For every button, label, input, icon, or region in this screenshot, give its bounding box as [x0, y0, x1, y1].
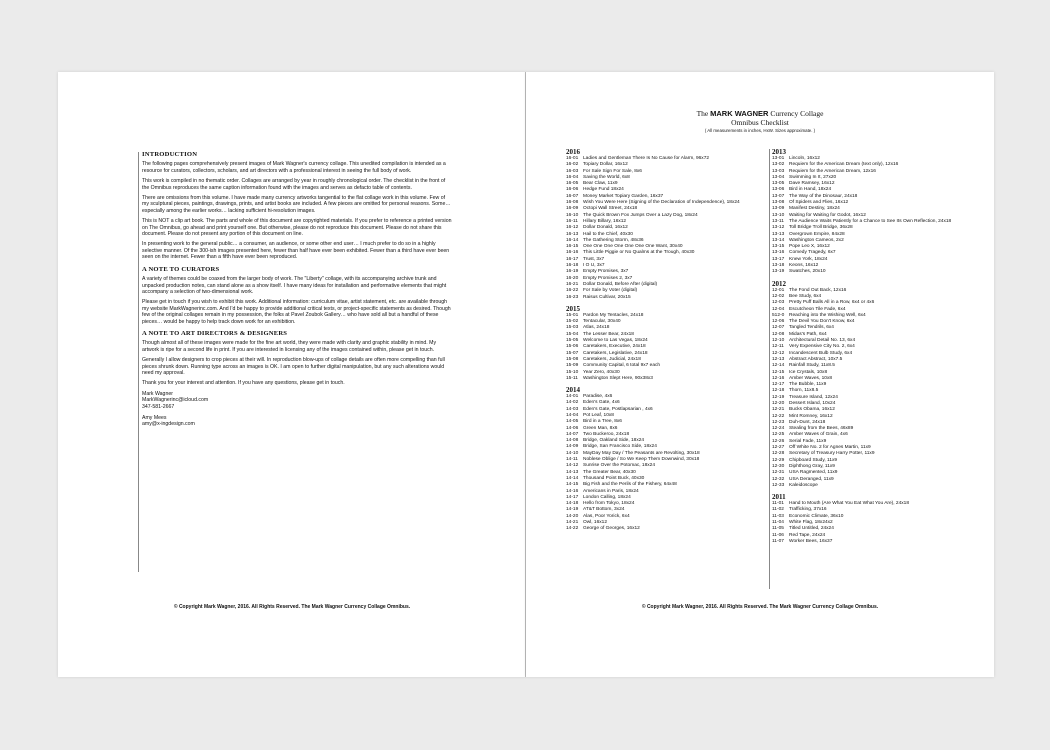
- entry-code: 15-06: [566, 344, 579, 350]
- entry-code: 14-19: [566, 507, 579, 513]
- entry-code: 11-02: [772, 507, 784, 513]
- entry-code: 13-06: [772, 187, 785, 193]
- entry-title: Green Man, 8x6: [583, 425, 618, 431]
- entry-title: One One One One One One One Want, 30x40: [583, 244, 683, 250]
- entry-title: Empty Promises, 3x7: [583, 269, 629, 275]
- entry-code: 12-15: [772, 369, 785, 375]
- entry-code: 16-10: [566, 212, 579, 218]
- entry-code: 16-22: [566, 288, 579, 294]
- entry-title: Rainfall Study, 11x8.5: [789, 363, 835, 369]
- entry-code: 16-18: [566, 263, 579, 269]
- entry-code: 16-12: [566, 225, 579, 231]
- entry-title: Reaching into the Wishing Well, 6x4: [789, 312, 866, 318]
- entry-code: 15-07: [566, 350, 579, 356]
- entry-title: Bee Study, 6x4: [789, 293, 822, 299]
- entry-title: Architectural Detail No. 13, 6x4: [789, 338, 856, 344]
- introduction-heading: INTRODUCTION: [142, 151, 198, 158]
- entry-code: 16-14: [566, 237, 579, 243]
- entry-title: Year Zero, 40x30: [583, 369, 620, 375]
- entry-code: 12-04: [772, 306, 785, 312]
- entry-code: 11-03: [772, 513, 784, 519]
- entry-code: 12-06: [772, 319, 785, 325]
- checklist-entry: [772, 269, 972, 275]
- entry-code: 13-04: [772, 174, 785, 180]
- entry-title: Tangled Tendrils, 6x4: [789, 325, 834, 331]
- entry-title: Caretakers, Legislative, 24x18: [583, 350, 648, 356]
- entry-title: Owl, 16x12: [583, 520, 607, 526]
- entry-code: 16-23: [566, 294, 579, 300]
- entry-title: Kaleidoscope: [789, 482, 818, 488]
- entry-code: 16-11: [566, 218, 578, 224]
- art-directors-paragraph: Though almost all of these images were made for the fine art world, they were made with clarity and graphic stability in mind. My artwork is ripe for a second life in print. If you are interested in licensing any of the images contained within, please get in touch.: [142, 340, 437, 353]
- entry-title: Washington Slept Here, 90x38x3: [583, 375, 653, 381]
- entry-code: 12-20: [772, 400, 785, 406]
- entry-code: 13-13: [772, 231, 785, 237]
- entry-code: 13-11: [772, 218, 784, 224]
- entry-code: 14-12: [566, 463, 579, 469]
- entry-code: 12-23: [772, 419, 785, 425]
- contact-block: [142, 391, 452, 410]
- entry-title: Ladies and Gentleman There Is No Cause for Alarm, 96x72: [583, 156, 710, 161]
- entry-title: Amber Waves, 10x8: [789, 375, 833, 381]
- entry-title: USA Ragmented, 11x9: [789, 470, 838, 476]
- entry-title: For Sale by Voter (digital): [583, 288, 638, 294]
- entry-code: 12-21: [772, 407, 785, 413]
- entry-code: 14-08: [566, 438, 579, 444]
- entry-code: 16-04: [566, 174, 579, 180]
- entry-code: 12-32: [772, 476, 785, 482]
- left-vertical-rule: [138, 152, 139, 572]
- entry-code: 14-14: [566, 475, 579, 481]
- entry-code: 13-08: [772, 200, 785, 206]
- entry-code: 14-11: [566, 457, 578, 463]
- entry-code: 14-18: [566, 501, 579, 507]
- entry-code: 16-16: [566, 250, 579, 256]
- entry-code: 16-05: [566, 181, 579, 187]
- intro-paragraph: In presenting work to the general public… a consumer, an audience, or some other end user… I much prefer to do so in a highly selective manner. Of the 300-ish images presented here, fewer than half have ever been exhibited. Fewer than a third have ever been seen on the internet. Fewer than a fifth have ever been reproduced.: [142, 241, 450, 261]
- entry-code: 13-14: [772, 237, 785, 243]
- checklist-title-block: [526, 110, 994, 134]
- entry-title: Secretary of Treasury Harry Potter, 11x9: [789, 451, 875, 457]
- entry-code: 11-06: [772, 532, 784, 538]
- entry-code: 13-12: [772, 225, 785, 231]
- entry-title: Manifest Destiny, 18x24: [789, 206, 840, 212]
- entry-code: 12-02: [772, 293, 785, 299]
- entry-title: Hail to the Chief, 40x30: [583, 231, 633, 237]
- entry-title: Amber Waves of Grain, 4x6: [789, 432, 848, 438]
- entry-code: 14-09: [566, 444, 579, 450]
- entry-title: Economic Climate, 36x10: [789, 513, 844, 519]
- entry-title: Requiem for the American Dream (text only), 12x16: [789, 162, 899, 168]
- entry-code: 15-10: [566, 369, 579, 375]
- entry-code: 14-21: [566, 520, 579, 526]
- entry-title: The Way of the Dinosaur, 24x18: [789, 193, 858, 199]
- entry-title: The Quick Brown Fox Jumps Over a Lazy Dog, 18x24: [583, 212, 698, 218]
- entry-code: 14-13: [566, 469, 579, 475]
- year-heading: 2012: [772, 279, 786, 288]
- entry-title: Dollar Donald, 16x12: [583, 225, 628, 231]
- curators-paragraph: A variety of themes could be coaxed from the larger body of work. The "Liberty" collage, with its accompanying archive trunk and unpacked production notes, can stand alone as a show itself. I have many ideas for installation and performative elements that might accompany a selection of two-dimensional work.: [142, 276, 447, 295]
- entry-title: Hand to Mouth (Are What You Eat What You Are), 24x18: [789, 501, 909, 507]
- entry-title: Very Expensive City No. 2, 6x4: [789, 344, 855, 350]
- entry-title: Keons, 16x12: [789, 263, 819, 269]
- entry-code: 15-04: [566, 331, 579, 337]
- entry-code: 13-19: [772, 269, 785, 275]
- entry-title: Bridge, Oakland Side, 18x24: [583, 438, 645, 444]
- checklist-entry: [566, 295, 766, 301]
- entry-code: 13-01: [772, 156, 785, 161]
- entry-title: Dave Ramsey, 16x12: [789, 181, 835, 187]
- entry-title: Bucks Obama, 16x12: [789, 407, 835, 413]
- entry-code: 12-25: [772, 432, 785, 438]
- entry-title: Bird in Hand, 18x24: [789, 187, 832, 193]
- entry-code: 13-15: [772, 244, 785, 250]
- entry-title: Off White No. 2 for Agnes Martin, 11x9: [789, 445, 871, 451]
- entry-title: Dessert Island, 10x24: [789, 400, 836, 406]
- entry-title: Hedge Fund 18x24: [583, 187, 624, 193]
- entry-title: The Audience Waits Patiently for a Chance to See Its Own Reflection, 24x18: [789, 218, 952, 224]
- entry-code: 14-04: [566, 412, 579, 418]
- entry-title: AT&T Bottom, 3x24: [583, 507, 625, 513]
- entry-code: 13-09: [772, 206, 785, 212]
- entry-title: Diphthong Gray, 11x9: [789, 463, 835, 469]
- art-directors-heading: A NOTE TO ART DIRECTORS & DESIGNERS: [142, 329, 288, 337]
- checklist-column-left: [566, 149, 766, 533]
- entry-code: 14-22: [566, 526, 579, 532]
- entry-title: Noblese Oblige / So We Keep Them Downwind, 30x18: [583, 457, 700, 463]
- entry-code: 13-03: [772, 168, 785, 174]
- left-footer: © Copyright Mark Wagner, 2016. All Rights Reserved. The Mark Wagner Currency Collage Omnibus.: [173, 604, 411, 610]
- entry-title: Red Tape, 24x24: [789, 532, 826, 538]
- entry-title: Duh-Dunt, 24x18: [789, 419, 826, 425]
- entry-code: 12-12: [772, 350, 785, 356]
- entry-title: Sunrise Over the Potomac, 18x24: [583, 463, 655, 469]
- year-heading: 2015: [566, 304, 580, 313]
- art-directors-paragraph: Generally I allow designers to crop pieces at their will. In reproduction blow-ups of collage details are often more compelling than full pieces shrunk down. Running type across an images is OK. I am open to further digital manipulation, but any such alterations would need my approval.: [142, 357, 445, 376]
- entry-code: 16-03: [566, 168, 579, 174]
- entry-title: Bird in a Tree, 8x6: [583, 419, 622, 425]
- entry-title: Pot Leaf, 10x8: [583, 412, 614, 418]
- entry-title: The Bubble, 11x9: [789, 382, 827, 388]
- entry-title: Bridge, San Francisco Side, 18x24: [583, 444, 657, 450]
- entry-title: Octopi Wall Street, 24x18: [583, 206, 638, 212]
- entry-code: 16-09: [566, 206, 579, 212]
- entry-code: 16-07: [566, 193, 579, 199]
- entry-code: 12-33: [772, 482, 785, 488]
- entry-title: The Devil You Don't Know, 6x4: [789, 319, 855, 325]
- entry-code: 15-01: [566, 312, 579, 318]
- entry-title: The Fond Out Back, 12x16: [789, 287, 847, 293]
- entry-title: Dollar Donald, Before After (digital): [583, 281, 658, 287]
- entry-title: Atlas, 24x18: [583, 325, 610, 331]
- entry-title: Trust, 3x7: [583, 256, 605, 262]
- entry-code: 13-02: [772, 162, 785, 168]
- entry-title: Welcome to Las Vegas, 18x24: [583, 338, 648, 344]
- entry-code: 12-11: [772, 344, 784, 350]
- entry-code: 14-07: [566, 431, 579, 437]
- entry-code: 16-15: [566, 244, 579, 250]
- entry-code: 16-17: [566, 256, 579, 262]
- entry-title: Abstract Abstract, 10x7.5: [789, 356, 843, 362]
- entry-title: The Gathering Storm, 48x36: [583, 237, 644, 243]
- entry-code: 14-16: [566, 488, 579, 494]
- entry-title: Empty Promises 2, 3x7: [583, 275, 633, 281]
- entry-code: 16-01: [566, 156, 579, 161]
- entry-code: 12-30: [772, 463, 785, 469]
- checklist-entry: [772, 539, 972, 545]
- entry-code: 15-08: [566, 356, 579, 362]
- contact-phone: 347-581-2667: [142, 403, 175, 410]
- entry-code: 12-27: [772, 445, 785, 451]
- entry-title: Caretakers, Judicial, 24x18: [583, 356, 641, 362]
- entry-title: Of Spiders and Flies, 16x12: [789, 200, 849, 206]
- entry-code: 14-15: [566, 482, 579, 488]
- entry-code: 16-06: [566, 187, 579, 193]
- entry-code: 13-16: [772, 250, 785, 256]
- entry-title: Lincoln, 16x12: [789, 156, 820, 161]
- entry-title: Eden's Gate, 4x6: [583, 400, 620, 406]
- entry-code: 12-16: [772, 375, 785, 381]
- entry-code: 15-11: [566, 375, 578, 381]
- entry-title: Requiem for the American Dream, 12x16: [789, 168, 876, 174]
- entry-code: 12-19: [772, 394, 785, 400]
- contact-email[interactable]: amy@x-ingdesign.com: [142, 421, 195, 428]
- entry-title: USA Deranged, 11x9: [789, 476, 834, 482]
- left-text-column: [142, 152, 452, 428]
- entry-title: Escutcheon Tile Fade, 6x4: [789, 306, 846, 312]
- curators-paragraph: Please get in touch if you wish to exhibit this work. Additional information: curriculum vitae, artist statement, etc. are available through my website MarkWagnerinc.com. And I'd be happy to provide additional critical texts, or project-specific statements as desired. Though few of the original collages remain in my possession, the folks at Pavel Zoubok Gallery… who have sold all but a handful of these pieces… would be happy to help track down work for an exhibition.: [142, 299, 451, 325]
- entry-code: 12-07: [772, 325, 785, 331]
- entry-title: Wish You Were Here (Signing of the Declaration of Independence), 18x24: [583, 200, 740, 206]
- entry-title: Community Capital, 6 total 9x7 each: [583, 363, 661, 369]
- entry-code: 11-07: [772, 538, 784, 544]
- entry-title: Eden's Gate, Postlapsarian , 4x6: [583, 406, 653, 412]
- entry-code: 15-05: [566, 338, 579, 344]
- entry-title: George of Georges, 16x12: [583, 526, 640, 532]
- entry-code: 12-29: [772, 457, 785, 463]
- entry-title: Paradise, 4x6: [583, 394, 613, 400]
- entry-title: I O U, 3x7: [583, 263, 605, 269]
- entry-code: 14-05: [566, 419, 579, 425]
- entry-title: Ice Crystals, 10x8: [789, 369, 828, 375]
- entry-code: 12-08: [772, 331, 785, 337]
- entry-title: Overgrown Empire, 84x28: [789, 231, 845, 237]
- entry-title: White Flag, 18x24x2: [789, 520, 833, 526]
- entry-title: Treasure Island, 12x24: [789, 394, 838, 400]
- entry-code: 12-18: [772, 388, 785, 394]
- entry-title: Incandescent Bulb Study, 6x4: [789, 350, 853, 356]
- curators-heading: A NOTE TO CURATORS: [142, 265, 220, 273]
- checklist-entry: [566, 376, 766, 382]
- entry-code: 16-08: [566, 200, 579, 206]
- entry-code: 13-17: [772, 256, 785, 262]
- year-heading: 2013: [772, 148, 786, 156]
- checklist-subtitle: Omnibus Checklist: [731, 117, 789, 127]
- entry-code: 16-20: [566, 275, 579, 281]
- entry-code: 13-07: [772, 193, 785, 199]
- entry-code: 13-18: [772, 263, 785, 269]
- entry-title: Pope Leo X, 16x12: [789, 244, 830, 250]
- entry-code: 12-01: [772, 287, 785, 293]
- entry-code: 12-03: [772, 300, 785, 306]
- entry-code: 14-02: [566, 400, 579, 406]
- entry-code: 12-13: [772, 356, 785, 362]
- entry-title: Stealing from the Bees, 46x89: [789, 426, 854, 432]
- entry-title: Topiary Dollar, 16x12: [583, 162, 628, 168]
- entry-title: Thousand Point Buck, 40x30: [583, 475, 645, 481]
- entry-code: 12-10: [772, 338, 785, 344]
- intro-paragraph: This is NOT a clip art book. The parts and whole of this document are copyrighted materials. If you prefer to reference a printed version on The Omnibus, go ahead and print yourself one. But otherwise, please do not reproduce this document. Please do not share this document. Please do not present any portion of this document on line.: [142, 218, 452, 238]
- entry-code: 11-01: [772, 501, 784, 507]
- contact-name: Mark Wagner: [142, 390, 173, 397]
- entry-title: Titled Untitled, 24x24: [789, 526, 834, 532]
- entry-title: Americans in Paris, 18x24: [583, 488, 639, 494]
- entry-title: Hello from Tokyo, 18x24: [583, 501, 635, 507]
- entry-code: 12-22: [772, 413, 785, 419]
- entry-title: Money Market Topiary Garden, 16x37: [583, 193, 664, 199]
- entry-title: The Greater Bear, 40x30: [583, 469, 636, 475]
- right-footer: © Copyright Mark Wagner, 2016. All Rights Reserved. The Mark Wagner Currency Collage Omnibus.: [641, 604, 879, 610]
- entry-code: 15-02: [566, 319, 579, 325]
- year-heading: 2014: [566, 386, 580, 395]
- entry-title: Thorn, 11x8.5: [789, 388, 819, 394]
- entry-title: Pardon My Tentacles, 24x18: [583, 312, 644, 318]
- entry-title: Swatches, 20x10: [789, 269, 826, 275]
- intro-paragraph: This work is compiled in no thematic order. Collages are arranged by year in roughly chronological order. The checklist in the front of the Omnibus reproduces the same caption information found with the images and serves as defacto table of contents.: [142, 178, 446, 191]
- entry-code: 14-03: [566, 406, 579, 412]
- entry-code: 16-19: [566, 269, 579, 275]
- entry-title: Swimming In It, 27x20: [789, 174, 837, 180]
- art-directors-paragraph: Thank you for your interest and attention. If you have any questions, please get in touch.: [142, 380, 345, 387]
- entry-code: 14-01: [566, 394, 579, 400]
- entry-code: 12-31: [772, 470, 785, 476]
- entry-code: 14-06: [566, 425, 579, 431]
- entry-code: 16-13: [566, 231, 579, 237]
- entry-title: Caretakers, Executive, 24x18: [583, 344, 646, 350]
- year-heading: 2011: [772, 493, 786, 502]
- contact-block: [142, 415, 452, 428]
- entry-code: 512-0: [772, 312, 785, 318]
- entry-title: Comedy Tragedy, 6x7: [789, 250, 836, 256]
- entry-code: 14-20: [566, 513, 579, 519]
- entry-code: 12-14: [772, 363, 785, 369]
- checklist-divider: [769, 149, 770, 589]
- intro-paragraph: There are omissions from this volume. I have made many currency artworks tangential to the flat collage work in this volume. Few of my sculptural pieces, paintings, drawings, prints, and artist books are included. A few pieces are omitted for personal reasons. Some… especially among the earlier works… lacking sufficient hi-resolution images.: [142, 195, 451, 214]
- entry-title: Midas's Path, 6x4: [789, 331, 827, 337]
- entry-code: 16-02: [566, 162, 579, 168]
- entry-code: 12-24: [772, 426, 785, 432]
- entry-title: Raisus Cultivar, 20x15: [583, 294, 631, 300]
- entry-title: Two Buckeroo, 24x18: [583, 431, 630, 437]
- entry-code: 16-21: [566, 281, 579, 287]
- contact-email[interactable]: MarkWagnerinc@icloud.com: [142, 397, 209, 404]
- checklist-title: The MARK WAGNER Currency Collage: [696, 109, 824, 118]
- entry-code: 11-04: [772, 520, 784, 526]
- entry-title: The Lesser Bear, 24x18: [583, 331, 634, 337]
- entry-code: 12-17: [772, 382, 785, 388]
- entry-title: Chipboard Study, 11x9: [789, 457, 838, 463]
- entry-title: Washington Cameos, 2x2: [789, 237, 844, 243]
- entry-title: Alas, Poor Yorick, 6x4: [583, 513, 630, 519]
- entry-code: 14-17: [566, 494, 579, 500]
- intro-paragraph: The following pages comprehensively present images of Mark Wagner's currency collage. This unedited compilation is intended as a resource for curators, collectors, scholars, and art directors with a professional interest in seeing the full body of work.: [142, 161, 446, 174]
- entry-title: Waiting for Waiting for Godot, 16x12: [789, 212, 866, 218]
- entry-code: 11-05: [772, 526, 784, 532]
- entry-code: 15-09: [566, 363, 579, 369]
- checklist-entry: [566, 526, 766, 532]
- entry-title: This Little Piggie or No Qualms at the Trough, 40x30: [583, 250, 695, 256]
- contact-name: Amy Mees: [142, 415, 167, 421]
- entry-code: 14-10: [566, 450, 579, 456]
- entry-code: 12-28: [772, 451, 785, 457]
- entry-title: Pretty Puff Balls All in a Row, 6x4 or 4x6: [789, 300, 875, 306]
- entry-code: 12-26: [772, 438, 785, 444]
- entry-title: Hillary Billary, 16x12: [583, 218, 627, 224]
- entry-title: Mint Romney, 16x12: [789, 413, 833, 419]
- left-page: [58, 72, 526, 677]
- entry-title: Worker Bees, 16x37: [789, 538, 833, 544]
- entry-code: 15-03: [566, 325, 579, 331]
- entry-title: Serial Fade, 11x9: [789, 438, 827, 444]
- entry-title: MayDay May Day / The Peasants are Revolting, 30x18: [583, 450, 700, 456]
- entry-title: Big Fish and the Perils of the Fishery, 64x48: [583, 482, 677, 488]
- entry-title: Bear Claw, 11x9: [583, 181, 618, 187]
- entry-code: 13-05: [772, 181, 785, 187]
- entry-title: London Calling, 18x24: [583, 494, 631, 500]
- entry-title: Tentacular, 30x40: [583, 319, 621, 325]
- measurement-note: ( All measurements in inches, HxW. Sizes approximate. ): [704, 128, 816, 133]
- year-heading: 2016: [566, 148, 580, 156]
- checklist-entry: [772, 483, 972, 489]
- entry-title: For Sale Sign For Sale, 8x6: [583, 168, 642, 174]
- entry-title: Trafficking, 37x16: [789, 507, 827, 513]
- entry-title: Saving the World, 6x8: [583, 174, 630, 180]
- entry-title: Toll Bridge Troll Bridge, 36x28: [789, 225, 853, 231]
- entry-title: Knew York, 18x24: [789, 256, 828, 262]
- right-page: [526, 72, 994, 677]
- checklist-column-right: [772, 149, 972, 545]
- entry-code: 13-10: [772, 212, 785, 218]
